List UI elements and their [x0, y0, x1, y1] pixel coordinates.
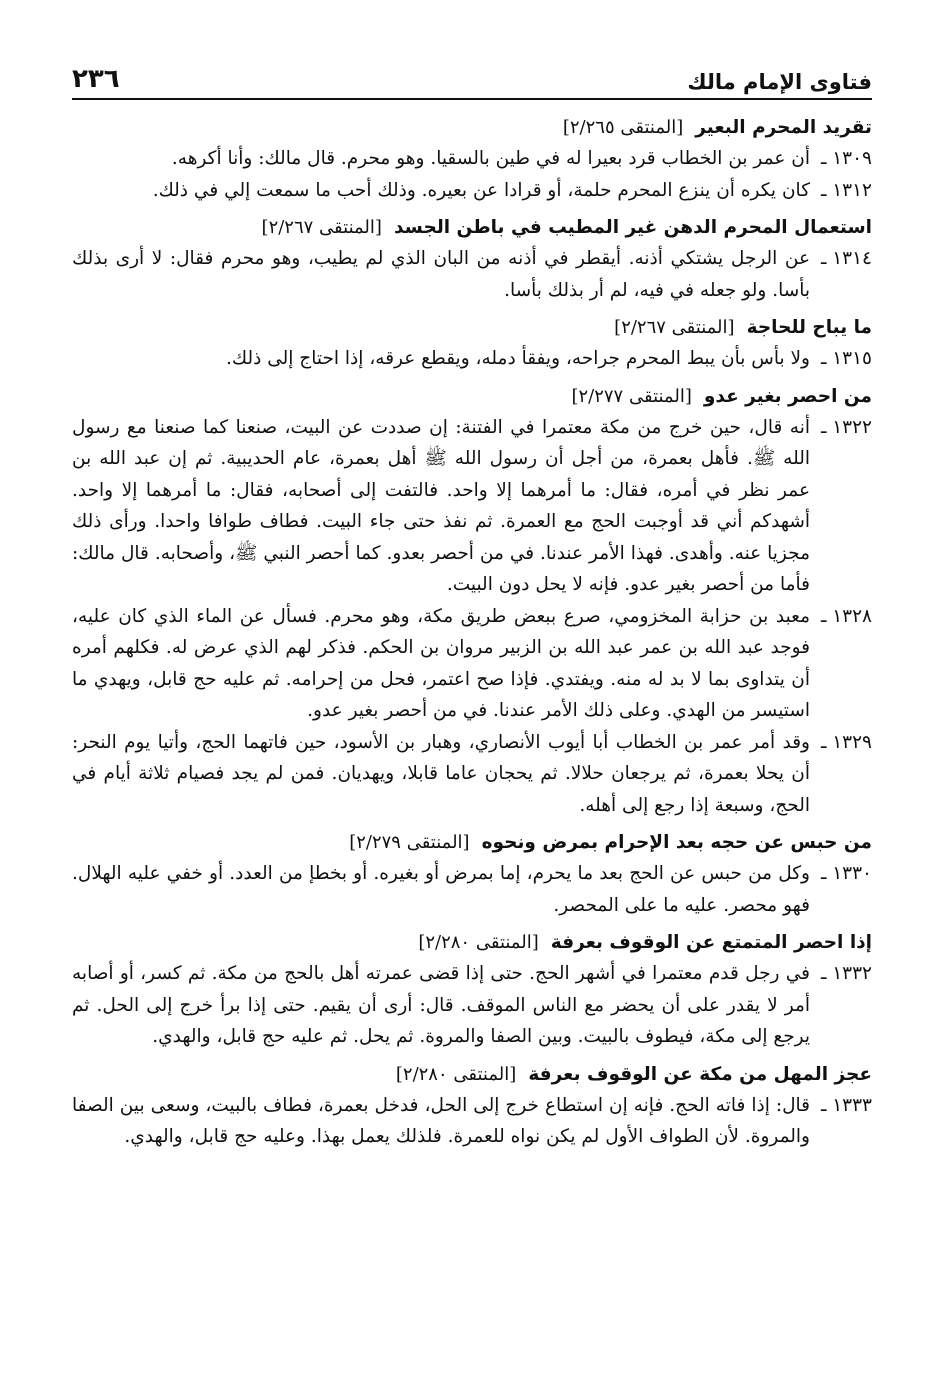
section-heading: [72, 381, 872, 412]
section-heading: [72, 212, 872, 243]
section-heading: [72, 827, 872, 858]
entry-text: ولا بأس بأن يبط المحرم جراحه، ويفقأ دمله، ويقطع عرقه، إذا احتاج إلى ذلك.: [226, 348, 810, 369]
section-heading: [72, 312, 872, 343]
fatwa-entry: [72, 1090, 872, 1153]
entry-number: ١٣١٤ ـ: [820, 248, 872, 269]
document-page: [72, 56, 872, 1159]
entry-number: ١٣١٥ ـ: [820, 348, 872, 369]
fatwa-entry: [72, 858, 872, 921]
heading-title: من حبس عن حجه بعد الإحرام بمرض ونحوه: [481, 832, 872, 853]
fatwa-entry: [72, 958, 872, 1053]
section-heading: [72, 927, 872, 958]
book-title: فتاوى الإمام مالك: [687, 70, 872, 94]
heading-title: استعمال المحرم الدهن غير المطيب في باطن الجسد: [393, 217, 872, 238]
entry-text: أن عمر بن الخطاب قرد بعيرا له في طين بالسقيا. وهو محرم. قال مالك: وأنا أكرهه.: [171, 148, 810, 169]
entry-number: ١٣٢٩ ـ: [820, 731, 872, 753]
page-number: ٢٣٦: [72, 64, 120, 94]
running-header: [72, 56, 872, 100]
section-heading: [72, 1059, 872, 1090]
heading-title: إذا احصر المتمتع عن الوقوف بعرفة: [550, 932, 872, 953]
fatwa-entry: [72, 175, 872, 207]
entry-text: في رجل قدم معتمرا في أشهر الحج. حتى إذا قضى عمرته أهل بالحج من مكة. ثم كسر، أو أصابه أمر لا يقدر على أن يحضر مع الناس الموقف. قال: أرى أن يقيم. حتى إذا برأ خرج إلى الحل. ثم يرجع إلى مكة، فيطوف بالبيت. وبين الصفا والمروة. ثم يحل. ثم عليه حج قابل، والهدي.: [72, 963, 810, 1047]
entry-number: ١٣١٢ ـ: [820, 179, 872, 201]
heading-reference: [المنتقى ٢/٢٦٧]: [614, 317, 735, 338]
fatwa-entry: [72, 727, 872, 822]
entry-text: وكل من حبس عن الحج بعد ما يحرم، إما بمرض أو بغيره. أو بخطإ من العدد. أو خفي عليه الهلال. فهو محصر. عليه ما على المحصر.: [72, 863, 810, 916]
fatwa-entry: [72, 412, 872, 601]
entry-text: معبد بن حزابة المخزومي، صرع ببعض طريق مكة، وهو محرم. فسأل عن الماء الذي كان عليه، فوجد عبد الله بن عمر عبد الله بن الزبير مروان بن الحكم. فذكر لهم الذي عرض له. فكلهم أمره أن يتداوى بما لا بد له منه. ويفتدي. فإذا صح اعتمر، فحل من إحرامه. ثم عليه حج قابل، ويهدي ما استيسر من الهدي. وعلى ذلك الأمر عندنا. في من أحصر بغير عدو.: [72, 605, 810, 721]
heading-title: من احصر بغير عدو: [703, 385, 872, 407]
heading-reference: [المنتقى ٢/٢٧٧]: [571, 385, 692, 407]
entry-text: قال: إذا فاته الحج. فإنه إن استطاع خرج إلى الحل، فدخل بعمرة، فطاف بالبيت، وسعى بين الصفا والمروة. لأن الطواف الأول لم يكن نواه للعمرة. فلذلك يعمل بهذا. وعليه حج قابل، والهدي.: [72, 1094, 810, 1147]
section: [72, 112, 872, 206]
entry-text: وقد أمر عمر بن الخطاب أبا أيوب الأنصاري، وهبار بن الأسود، حين فاتهما الحج، وأتيا يوم النحر: أن يحلا بعمرة، ثم يرجعان حلالا. ثم يحجان عاما قابلا، ويهديان. فمن لم يجد فصيام ثلاثة أيام في الحج، وسبعة إذا رجع إلى أهله.: [72, 731, 810, 816]
entry-number: ١٣٣٠ ـ: [820, 863, 872, 884]
entry-text: كان يكره أن ينزع المحرم حلمة، أو قرادا عن بعيره. وذلك أحب ما سمعت إلي في ذلك.: [152, 179, 810, 201]
entry-number: ١٣٢٨ ـ: [820, 605, 872, 627]
section: [72, 381, 872, 822]
heading-title: تقريد المحرم البعير: [695, 117, 872, 138]
fatwa-entry: [72, 601, 872, 727]
entry-number: ١٣٣٢ ـ: [820, 963, 872, 984]
heading-reference: [المنتقى ٢/٢٨٠]: [395, 1063, 517, 1085]
heading-reference: [المنتقى ٢/٢٦٧]: [261, 217, 382, 238]
section-heading: [72, 112, 872, 143]
heading-title: عجز المهل من مكة عن الوقوف بعرفة: [528, 1063, 872, 1085]
section: [72, 927, 872, 1053]
entry-number: ١٣٠٩ ـ: [820, 148, 872, 169]
fatwa-entry: [72, 343, 872, 375]
section: [72, 212, 872, 306]
heading-title: ما يباح للحاجة: [746, 317, 872, 338]
fatwa-entry: [72, 143, 872, 175]
section: [72, 827, 872, 921]
section: [72, 1059, 872, 1153]
entry-number: ١٣٣٣ ـ: [820, 1094, 872, 1116]
entry-text: أنه قال، حين خرج من مكة معتمرا في الفتنة: إن صددت عن البيت، صنعنا كما صنعنا مع رسول الله ﷺ. فأهل بعمرة، من أجل أن رسول الله ﷺ أهل بعمرة، عام الحديبية. ثم إن عبد الله بن عمر نظر في أمره، فقال: ما أمرهما إلا واحد. فالتفت إلى أصحابه، فقال: ما أمرهما إلا واحد. أشهدكم أني قد أوجبت الحج مع العمرة. ثم نفذ حتى جاء البيت. فطاف طوافا واحدا. ورأى ذلك مجزيا عنه. وأهدى. فهذا الأمر عندنا. في من أحصر بعدو. كما أحصر النبي ﷺ، وأصحابه. قال مالك: فأما من أحصر بغير عدو. فإنه لا يحل دون البيت.: [72, 416, 810, 595]
entry-number: ١٣٢٢ ـ: [820, 416, 872, 438]
heading-reference: [المنتقى ٢/٢٨٠]: [418, 932, 539, 953]
entry-text: عن الرجل يشتكي أذنه. أيقطر في أذنه من البان الذي لم يطيب، وهو محرم فقال: لا أرى بذلك بأسا. ولو جعله في فيه، لم أر بذلك بأسا.: [72, 248, 810, 301]
fatwa-entry: [72, 243, 872, 306]
heading-reference: [المنتقى ٢/٢٦٥]: [562, 117, 684, 138]
section: [72, 312, 872, 375]
heading-reference: [المنتقى ٢/٢٧٩]: [349, 832, 470, 853]
